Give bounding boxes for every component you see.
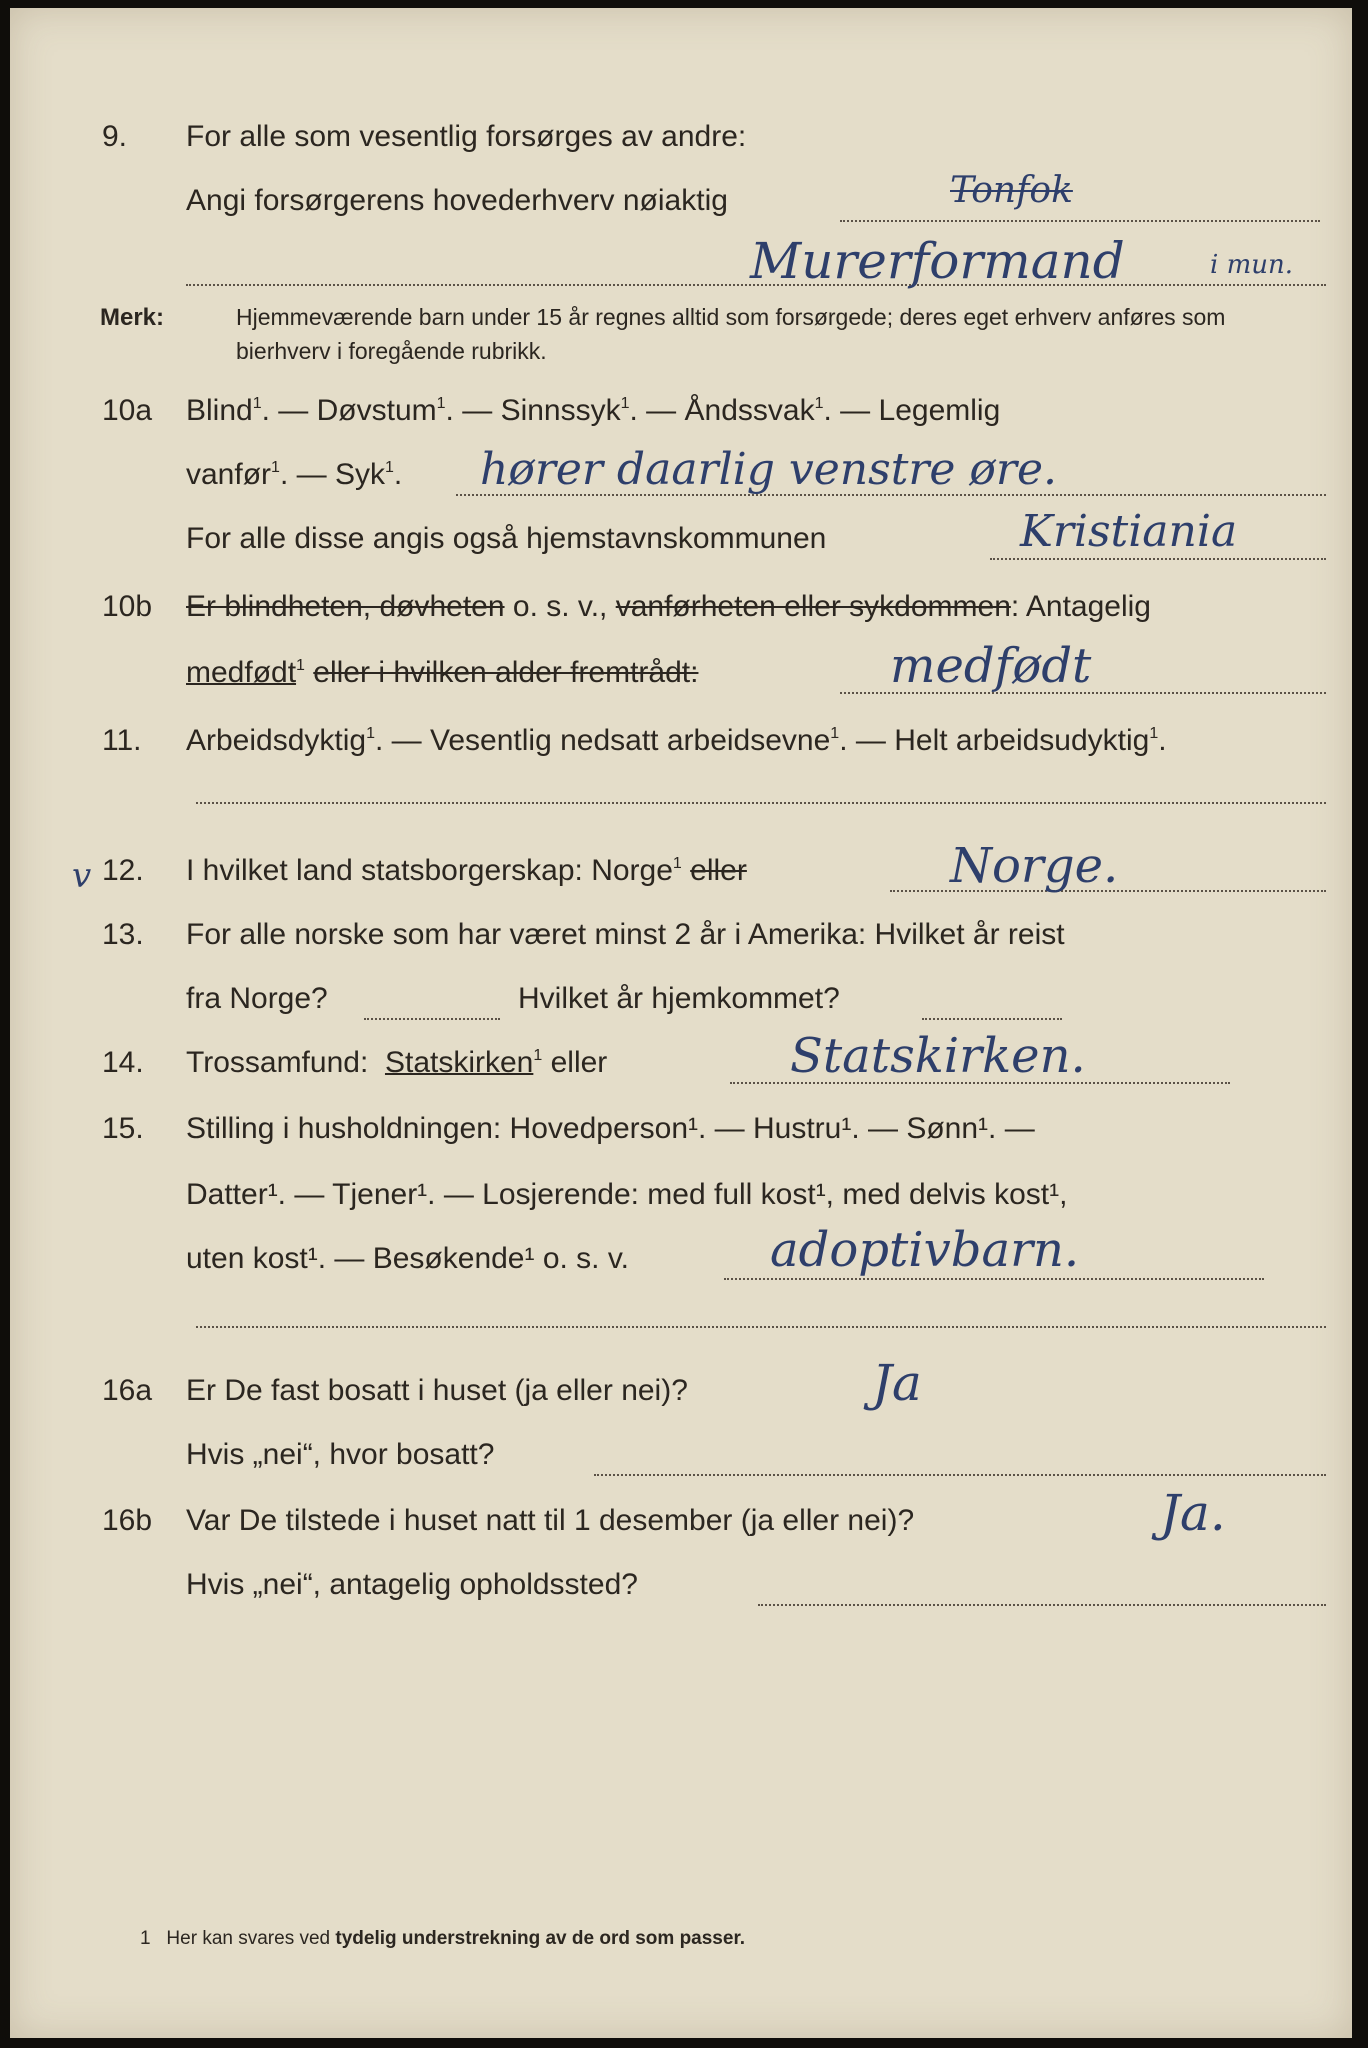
q9-row-2 <box>10 170 1352 236</box>
q10a-blind: Blind <box>186 394 253 427</box>
footnote <box>140 1928 745 1950</box>
q14-text: Trossamfund: Statskirken$^1$ eller <box>186 1046 608 1079</box>
footnote-text-b: tydelig understrekning av de ord som passer. <box>335 1928 746 1949</box>
q9-answer-line-1 <box>840 220 1320 222</box>
footnote-mark: 1 <box>140 1928 151 1949</box>
q11-option-b: — Vesentlig nedsatt arbeidsevne <box>383 724 831 757</box>
q10a-handwritten-kommune: Kristiania <box>1020 506 1238 557</box>
q10a-sinnssyk: Sinnssyk <box>500 394 621 427</box>
q15-handwritten-answer: adoptivbarn. <box>770 1222 1080 1278</box>
q10a-vanfor: vanfør <box>186 458 272 491</box>
q13-row-1 <box>10 918 1352 970</box>
q10b-struck-2: vanførheten eller sykdommen <box>615 590 1011 623</box>
q15-row-1 <box>10 1112 1352 1164</box>
q10b-number: 10b <box>102 590 153 623</box>
q11-row <box>10 724 1352 776</box>
q13-row-2 <box>10 982 1352 1034</box>
q16a-text-2: Hvis „nei“, hvor bosatt? <box>186 1438 495 1471</box>
q10a-text-3: For alle disse angis også hjemstavnskommunen <box>186 522 827 555</box>
q10b-struck-1: Er blindheten, døvheten <box>186 590 505 623</box>
q15-number: 15. <box>102 1112 144 1145</box>
q11-option-a: Arbeidsdyktig <box>186 724 367 757</box>
q12-handwritten-answer: Norge. <box>950 838 1119 894</box>
q9-text-1: For alle som vesentlig forsørges av andre: <box>186 120 747 153</box>
q13-text-2b: Hvilket år hjemkommet? <box>518 982 840 1015</box>
q10b-handwritten-answer: medfødt <box>890 638 1092 694</box>
q13-text-1: For alle norske som har været minst 2 år i Amerika: Hvilket år reist <box>186 918 1065 951</box>
q14-row <box>10 1028 1352 1098</box>
q10b-text-1 <box>186 590 1322 624</box>
q10a-row-3 <box>10 506 1352 574</box>
q15-text-3: uten kost¹. — Besøkende¹ o. s. v. <box>186 1242 629 1275</box>
q10a-row-2 <box>10 444 1352 510</box>
q14-number: 14. <box>102 1046 144 1079</box>
q10a-andssvak: Åndssvak <box>684 394 815 427</box>
q16a-row-1 <box>10 1354 1352 1426</box>
q12-text: I hvilket land statsborgerskap: Norge$^1$ eller <box>186 854 747 887</box>
q13-number: 13. <box>102 918 144 951</box>
q9-number: 9. <box>102 120 128 153</box>
q14-statskirken: Statskirken <box>384 1046 534 1079</box>
q16a-handwritten-answer: Ja <box>872 1354 922 1412</box>
q11-option-c: — Helt arbeidsudyktig <box>847 724 1150 757</box>
q12-row <box>10 838 1352 906</box>
q15-text-1: Stilling i husholdningen: Hovedperson¹. — Hustru¹. — Sønn¹. — <box>186 1112 1035 1145</box>
q10a-answer-line-2 <box>990 558 1326 560</box>
q9-struck-answer: Tonfok <box>950 170 1073 211</box>
census-form-page <box>10 8 1352 2038</box>
q16a-answer-line <box>594 1474 1326 1476</box>
q13-answer-line-reist <box>364 1018 500 1020</box>
q14-eller: eller <box>550 1046 608 1079</box>
footnote-text-a: Her kan svares ved <box>166 1928 336 1949</box>
q10b-antagelig: : Antagelig <box>1010 590 1151 623</box>
q16b-row-2 <box>10 1568 1352 1620</box>
q11-answer-line <box>196 802 1326 804</box>
q9-row-1 <box>10 120 1352 172</box>
q10a-legemlig: Legemlig <box>878 394 1001 427</box>
q14-label: Trossamfund: <box>186 1046 369 1079</box>
q10a-text-2: vanfør$^1$. — Syk$^1$. <box>186 458 403 491</box>
merk-text: Hjemmeværende barn under 15 år regnes alltid som forsørgede; deres eget erhverv anføres som bierhverv i foregående rubrikk. <box>236 304 1226 364</box>
q11-number: 11. <box>102 724 142 757</box>
q13-text-2a: fra Norge? <box>186 982 328 1015</box>
q15-row-3 <box>10 1222 1352 1294</box>
q9-handwritten-answer: Murerformand <box>750 232 1125 290</box>
q15-row-2 <box>10 1178 1352 1230</box>
q9-handwritten-tail: i mun. <box>1210 250 1293 280</box>
q16a-text-1: Er De fast bosatt i huset (ja eller nei)? <box>186 1374 688 1407</box>
merk-label: Merk: <box>100 304 165 331</box>
q12-check-mark: v <box>72 856 92 896</box>
q10b-osv: o. s. v., <box>512 590 608 623</box>
q16b-handwritten-answer: Ja. <box>1160 1484 1226 1542</box>
q14-handwritten-answer: Statskirken. <box>790 1028 1086 1084</box>
q16b-answer-line <box>758 1604 1326 1606</box>
q10b-row-2 <box>10 638 1352 708</box>
q16b-text-2: Hvis „nei“, antagelig opholdssted? <box>186 1568 638 1601</box>
q10a-number: 10a <box>102 394 153 427</box>
q10a-text-1: Blind$^1$. — Døvstum$^1$. — Sinnssyk$^1$. — Åndssvak$^1$. — Legemlig <box>186 394 1001 427</box>
q11-text: Arbeidsdyktig$^1$. — Vesentlig nedsatt arbeidsevne$^1$. — Helt arbeidsudyktig$^1$. <box>186 724 1167 757</box>
q12-struck: eller <box>690 854 747 887</box>
q16b-row-1 <box>10 1484 1352 1556</box>
q16a-number: 16a <box>102 1374 153 1407</box>
q16a-row-2 <box>10 1438 1352 1490</box>
q9-row-3 <box>10 232 1352 298</box>
q13-answer-line-hjem <box>922 1018 1062 1020</box>
q12-question: I hvilket land statsborgerskap: Norge <box>186 854 673 887</box>
q10b-struck-3: eller i hvilken alder fremtrådt: <box>313 656 699 689</box>
q10a-handwritten-syk: hører daarlig venstre øre. <box>480 444 1057 495</box>
q10a-dovstum: Døvstum <box>316 394 437 427</box>
q10b-medfodt: medfødt <box>186 656 297 689</box>
q12-number: 12. <box>102 854 144 887</box>
q10b-row-1 <box>10 590 1352 642</box>
q10a-syk: Syk <box>334 458 385 491</box>
q15-extra-line <box>196 1326 1326 1328</box>
q16b-text-1: Var De tilstede i huset natt til 1 desember (ja eller nei)? <box>186 1504 915 1537</box>
q10b-text-2: medfødt$^1$ eller i hvilken alder fremtrådt: <box>186 656 699 689</box>
q9-text-2: Angi forsørgerens hovederhverv nøiaktig <box>186 184 728 217</box>
q10a-row-1 <box>10 394 1352 446</box>
q15-text-2: Datter¹. — Tjener¹. — Losjerende: med full kost¹, med delvis kost¹, <box>186 1178 1068 1211</box>
q15-answer-line <box>724 1278 1264 1280</box>
q16b-number: 16b <box>102 1504 153 1537</box>
